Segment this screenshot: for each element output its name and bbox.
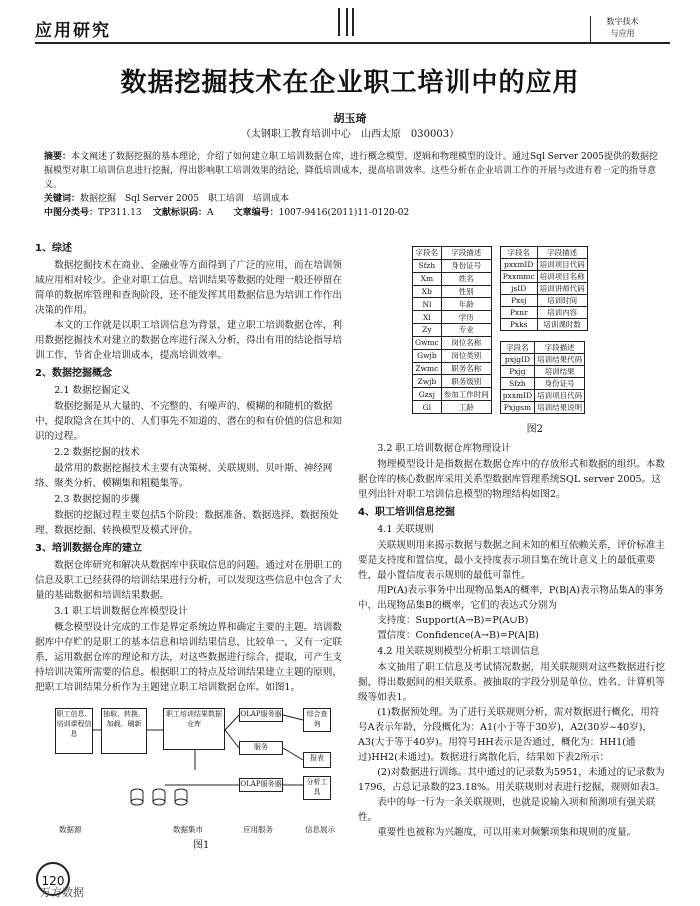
paragraph: 本文抽用了职工信息及考试情况数据，用关联规则对这些数据进行挖掘，得出数据间的相关联系。被抽取的字段分别是单位、姓名、计算机等级等如表1。 (358, 662, 665, 703)
paragraph: 最常用的数据挖掘技术主要有决策树、关联规则、贝叶斯、神经网络、聚类分析、模糊集和粗糙集等。 (35, 463, 333, 489)
table-cell: Gwmc (413, 336, 442, 349)
subsection-heading: 2.3 数据挖掘的步骤 (54, 494, 140, 505)
table-row (413, 272, 492, 285)
table-row (413, 285, 492, 298)
table-row (500, 307, 587, 319)
affiliation: （太钢职工教育培训中心 山西太原 030003） (240, 129, 460, 140)
table-cell: 身份证号 (535, 378, 585, 390)
table-cell: 参加工作时间 (441, 388, 491, 401)
right-column (358, 440, 668, 840)
table-row (413, 401, 492, 414)
table-cell: Nl (413, 298, 442, 311)
section-heading: 1、综述 (35, 243, 72, 254)
figure-2-tables (412, 246, 588, 435)
paragraph: 关联规则用来揭示数据与数据之间未知的相互依赖关系，评价标准主要是支持度和置信度，最小支持度表示项目集在统计意义上的最低重要性，最小置信度表示规则的最低可靠性。 (358, 540, 665, 581)
paragraph: (1)数据预处理。为了进行关联规则分析，需对数据进行概化，用符号A表示年龄，分段概化为：A1(小于等于30岁)，A2(30岁~40岁)，A3(大于等于40岁)。用符号HH表示是否通过，概化为：HH1(通过)HH2(未通过)。数据进行离散化后，结果如下表2所示： (358, 707, 660, 763)
section-heading: 4、职工培训信息挖掘 (358, 507, 455, 518)
table-row (413, 298, 492, 311)
table-row (413, 324, 492, 337)
subsection-heading: 4.1 关联规则 (377, 524, 434, 535)
etl-box: 抽取、转换、加载、刷新 (101, 708, 147, 754)
table-cell: Zy (413, 324, 442, 337)
table-cell: 培训内容 (537, 307, 587, 319)
table-cell: Xm (413, 272, 442, 285)
table-cell: pxjgID (500, 354, 534, 366)
table-row (413, 311, 492, 324)
paragraph: 数据仓库研究和解决从数据库中获取信息的问题。通过对在册职工的信息及职工已经获得的培训结果进行分析，可以发现这些信息中包含了大量的基础数据和培训结果数据。 (35, 560, 342, 601)
table-cell: 培训项目代码 (535, 390, 585, 402)
paragraph: 本文的工作就是以职工培训信息为背景，建立职工培训数据仓库，利用数据挖掘技术对建立的数据仓库进行深入分析，得出有用的结论指导培训工作，节省企业培训成本，提高培训效率。 (35, 320, 342, 361)
table-cell: 职务级别 (441, 375, 491, 388)
section-heading: 2、数据挖掘概念 (35, 368, 112, 379)
table-cell: 培训结果说明 (535, 402, 585, 414)
analysis-tool-box: 分析工具 (303, 776, 331, 800)
paragraph: 表中的每一行为一条关联规则，也就是说输入项和预测项有强关联性。 (358, 797, 656, 823)
table-cell: Zwjb (413, 375, 442, 388)
table-row (500, 295, 587, 307)
page-number: 120 (36, 862, 70, 896)
paragraph: 概念模型设计完成的工作是界定系统边界和确定主要的主题。培训数据库中存贮的是职工的基本信息和培训结果信息，比较单一，又有一定联系，运用数据仓库的理论和方法，对这些数据进行综合、提取，可产生支持培训决策所需要的信息。根据职工的特点及培训结果建立主题的原则，把职工培训结果分析作为主题建立职工培训数据仓库。如图1。 (35, 622, 342, 693)
left-column (35, 238, 347, 695)
author: 胡玉琦 (333, 112, 367, 125)
figure-2-caption: 图2 (526, 424, 544, 435)
table-cell: 培训课时数 (537, 319, 587, 331)
table-cell: jsID (500, 283, 537, 295)
table-cell: 学历 (441, 311, 491, 324)
column-title: 应用研究 (35, 21, 111, 41)
table-row (413, 388, 492, 401)
table-cell: 姓名 (441, 272, 491, 285)
table-row (413, 336, 492, 349)
result-table: 字段名 字段描述 pxjgID 培训结果代码 Pxjg 培训结果 Sfzh 身份证号 pxxmID 培训项目代码 Pxjgsm 培训结果说明 (500, 341, 585, 414)
paragraph: 重要性也被称为兴趣度，可以用来对频繁项集和规则的度量。 (377, 827, 637, 838)
formula: 支持度：Support(A→B)=P(A∪B) (377, 615, 529, 626)
table-row (500, 319, 587, 331)
table-row (500, 283, 587, 295)
table-cell: 性别 (441, 285, 491, 298)
table-cell: 培训结果代码 (535, 354, 585, 366)
paragraph: 数据的挖掘过程主要包括5个阶段：数据准备、数据选择、数据预处理、数据挖掘、转换模型及模式评价。 (35, 510, 339, 536)
table-cell: 培训项目名称 (537, 271, 587, 283)
subsection-heading: 2.1 数据挖掘定义 (54, 385, 131, 396)
table-cell: 专业 (441, 324, 491, 337)
table-cell: 岗位名称 (441, 336, 491, 349)
course-table: 字段名 字段描述 pxxmID 培训项目代码 Pxxmmc 培训项目名称 jsID 培训讲师代码 Pxsj 培训时间 Pxnr 培训内容 Pxks 培训课时数 (500, 246, 588, 331)
data-warehouse-box: 职工培训结果数据仓库 (163, 708, 225, 750)
table-cell: Zwmc (413, 362, 442, 375)
table-cell: 培训时间 (537, 295, 587, 307)
watermark: 万方数据 (40, 886, 84, 899)
table-cell: pxxmID (500, 390, 534, 402)
table-cell: Sfzh (500, 378, 534, 390)
table-cell: 培训项目代码 (537, 259, 587, 271)
header-decoration (338, 8, 348, 36)
table-row (500, 354, 584, 366)
table-row (500, 402, 584, 414)
table-cell: Pxks (500, 319, 537, 331)
table-cell: 岗位类别 (441, 349, 491, 362)
label-mart: 数据集市 (173, 825, 203, 834)
table-cell: Sfzh (413, 259, 442, 272)
paragraph: (2)对数据进行训练。其中通过的记录数为5951，未通过的记录数为1796，占总记录数的23.18%。用关联规则对表进行挖掘，规则如表3。 (358, 767, 665, 793)
olap-server-box: OLAP服务器 (239, 708, 283, 722)
table-row (500, 259, 587, 271)
olap-server-box-2: OLAP服务器 (239, 778, 283, 792)
table-cell: 年龄 (441, 298, 491, 311)
table-cell: 职务名称 (441, 362, 491, 375)
table-cell: Gl (413, 401, 442, 414)
subsection-heading: 4.2 用关联规则模型分析职工培训信息 (377, 646, 540, 657)
figure-1-caption: 图1 (193, 840, 210, 851)
figure-1-diagram (55, 700, 355, 850)
table-row (413, 259, 492, 272)
journal-logo: 数字技术 与应用 (590, 16, 650, 42)
table-row (413, 362, 492, 375)
section-heading: 3、培训数据仓库的建立 (35, 543, 142, 554)
service-box: 服务 (239, 741, 283, 755)
table-cell: 身份证号 (441, 259, 491, 272)
table-cell: 培训结果 (535, 366, 585, 378)
table-cell: Pxsj (500, 295, 537, 307)
table-cell: 工龄 (441, 401, 491, 414)
data-source-box: 职工信息、培训课程信息 (55, 708, 93, 754)
table-cell: pxxmID (500, 259, 537, 271)
table-cell: Pxnr (500, 307, 537, 319)
subsection-heading: 2.2 数据挖掘的技术 (54, 447, 140, 458)
table-row (413, 375, 492, 388)
formula: 置信度：Confidence(A→B)=P(A|B) (377, 630, 539, 641)
table-cell: Pxjg (500, 366, 534, 378)
paragraph: 物理模型设计是指数据在数据仓库中的存放形式和数据的组织。本数据仓库的核心数据库采用关系型数据库管理系统SQL server 2005。这里列出针对职工培训信息模型的物理结构如图2。 (358, 459, 665, 500)
label-source: 数据源 (59, 825, 82, 834)
paragraph: 数据挖掘是从大量的、不完整的、有噪声的、模糊的和随机的数据中，提取隐含在其中的、人们事先不知道的、潜在的和有价值的信息和知识的过程。 (35, 401, 342, 442)
table-cell: Gzsj (413, 388, 442, 401)
table-cell: Pxjgsm (500, 402, 534, 414)
subsection-heading: 3.2 职工培训数据仓库物理设计 (377, 443, 511, 454)
table-row (500, 366, 584, 378)
paragraph: 用P(A)表示事务中出现物品集A的概率，P(B|A)表示物品集A的事务中，出现物品集B的概率，它们的表达式分别为 (358, 585, 664, 611)
table-row (500, 378, 584, 390)
table-cell: Gwjb (413, 349, 442, 362)
label-app: 应用服务 (243, 825, 273, 834)
paragraph: 数据挖掘技术在商业、金融业等方面得到了广泛的应用，而在培训领域应用相对较少。企业对职工信息、培训结果等数据的处理一般还停留在简单的数据库管理和查询阶段，还不能发挥其用数据信息为培训工作作出决策的作用。 (35, 260, 342, 316)
table-cell: Xb (413, 285, 442, 298)
query-box: 综合查询 (303, 708, 331, 732)
header-decoration-bar (352, 8, 354, 36)
label-display: 信息展示 (305, 825, 335, 834)
article-title: 数据挖掘技术在企业职工培训中的应用 (120, 68, 580, 98)
table-cell: Xl (413, 311, 442, 324)
table-row (500, 271, 587, 283)
abstract: 摘要：本文阐述了数据挖掘的基本理论，介绍了如何建立职工培训数据仓库，进行概念模型、逻辑和物理模型的设计。通过Sql Server 2005提供的数据挖掘模型对职工培训信息进行挖掘，得出影响职工培训效果的结论，降低培训成本，提高培训效率。这些分析在企业培训工作的开展与改进有着一定的指导意义。 关键词：数据挖掘 Sql Server 2005 职工培训 培训成本 中图分类号：TP311.13 文献标识码：A 文章编号：1007-9416(2011)11-0120-02 (44, 152, 658, 218)
table-cell: Pxxmmc (500, 271, 537, 283)
table-cell: 培训讲师代码 (537, 283, 587, 295)
report-box: 报表 (303, 752, 331, 768)
table-row (413, 349, 492, 362)
table-row (500, 390, 584, 402)
subsection-heading: 3.1 职工培训数据仓库模型设计 (54, 606, 188, 617)
employee-table: 字段名 字段描述 Sfzh 身份证号 Xm 姓名 Xb 性别 Nl 年龄 Xl 学历 Zy 专业 Gwmc 岗位名称 Gwjb 岗位类别 Zwmc 职务名称 Zwjb 职务级别 Gzsj 参加工作时间 Gl 工龄 (412, 246, 492, 414)
